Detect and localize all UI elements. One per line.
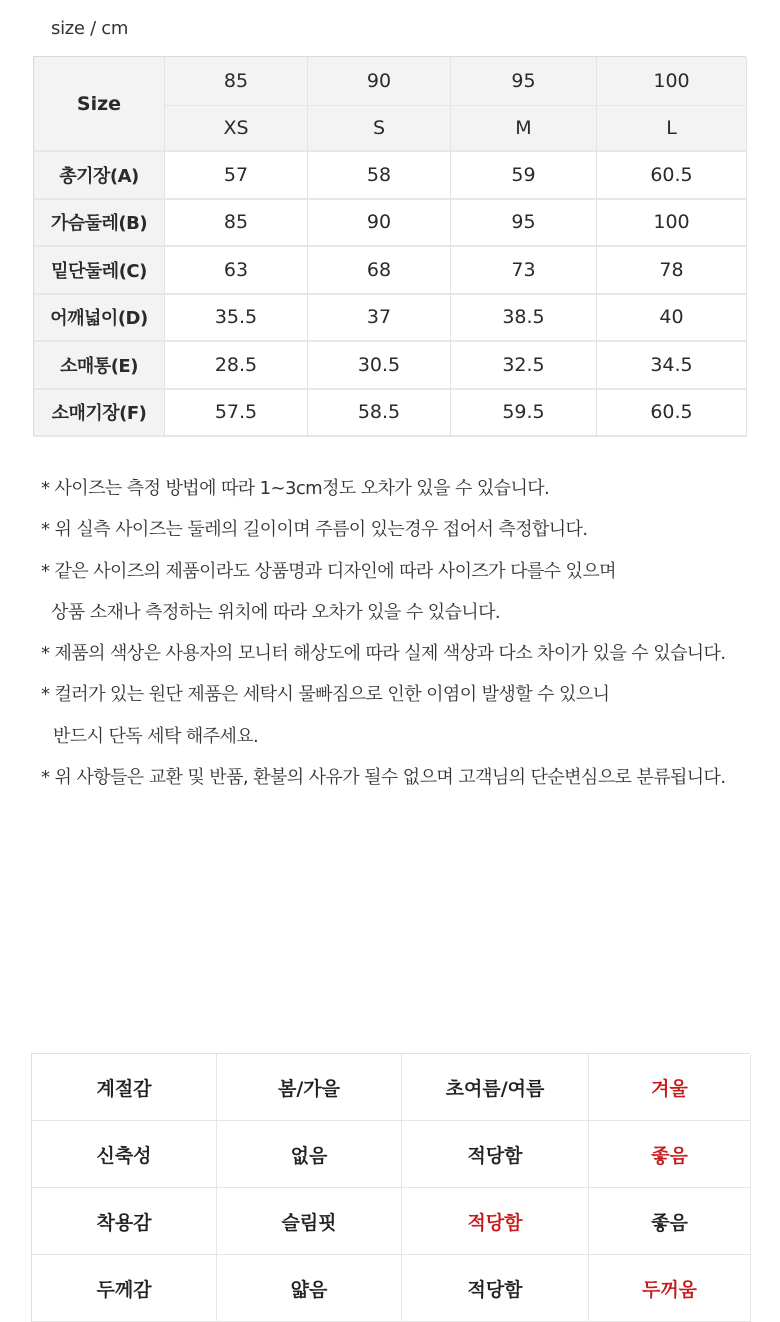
feel-option: 초여름/여름 bbox=[402, 1054, 589, 1121]
feel-option: 적당함 bbox=[402, 1255, 589, 1322]
note-line: * 제품의 색상은 사용자의 모니터 해상도에 따라 실제 색상과 다소 차이가 있을 수 있습니다. bbox=[41, 643, 726, 665]
size-notes bbox=[41, 475, 725, 805]
measurement-value: 59.5 bbox=[451, 390, 597, 438]
note-line: 반드시 단독 세탁 해주세요. bbox=[53, 725, 259, 747]
measurement-value: 95 bbox=[451, 200, 597, 248]
measurement-value: 35.5 bbox=[165, 295, 308, 343]
size-chart-table bbox=[33, 56, 746, 436]
size-number-header: 90 bbox=[308, 57, 451, 106]
measurement-value: 58.5 bbox=[308, 390, 451, 438]
measurement-value: 78 bbox=[597, 247, 747, 295]
measurement-value: 58 bbox=[308, 152, 451, 200]
measurement-value: 59 bbox=[451, 152, 597, 200]
measurement-value: 28.5 bbox=[165, 342, 308, 390]
measurement-value: 60.5 bbox=[597, 152, 747, 200]
measurement-label: 밑단둘레(C) bbox=[34, 247, 165, 295]
measurement-label: 어깨넓이(D) bbox=[34, 295, 165, 343]
note-line: * 위 실측 사이즈는 둘레의 길이이며 주름이 있는경우 접어서 측정합니다. bbox=[41, 519, 588, 541]
feel-option: 겨울 bbox=[589, 1054, 751, 1121]
size-number-header: 100 bbox=[597, 57, 747, 106]
feel-option: 봄/가을 bbox=[217, 1054, 402, 1121]
size-header-corner: Size bbox=[34, 57, 165, 152]
measurement-value: 100 bbox=[597, 200, 747, 248]
measurement-value: 30.5 bbox=[308, 342, 451, 390]
size-number-header: 85 bbox=[165, 57, 308, 106]
feel-option: 좋음 bbox=[589, 1121, 751, 1188]
measurement-value: 85 bbox=[165, 200, 308, 248]
feel-option: 없음 bbox=[217, 1121, 402, 1188]
feel-option: 두꺼움 bbox=[589, 1255, 751, 1322]
feel-option: 적당함 bbox=[402, 1188, 589, 1255]
feel-option: 적당함 bbox=[402, 1121, 589, 1188]
measurement-value: 34.5 bbox=[597, 342, 747, 390]
measurement-label: 가슴둘레(B) bbox=[34, 200, 165, 248]
measurement-value: 37 bbox=[308, 295, 451, 343]
measurement-value: 73 bbox=[451, 247, 597, 295]
feel-row-label: 신축성 bbox=[32, 1121, 217, 1188]
note-line: * 위 사항들은 교환 및 반품, 환불의 사유가 될수 없으며 고객님의 단순변심으로 분류됩니다. bbox=[41, 767, 726, 789]
size-letter-header: L bbox=[597, 106, 747, 152]
measurement-value: 68 bbox=[308, 247, 451, 295]
measurement-label: 총기장(A) bbox=[34, 152, 165, 200]
feel-option: 슬림핏 bbox=[217, 1188, 402, 1255]
note-line: * 컬러가 있는 원단 제품은 세탁시 물빠짐으로 인한 이염이 발생할 수 있으니 bbox=[41, 684, 610, 706]
product-feel-table bbox=[31, 1053, 750, 1322]
measurement-value: 90 bbox=[308, 200, 451, 248]
feel-option: 얇음 bbox=[217, 1255, 402, 1322]
measurement-value: 57 bbox=[165, 152, 308, 200]
note-line: * 같은 사이즈의 제품이라도 상품명과 디자인에 따라 사이즈가 다를수 있으며 bbox=[41, 560, 616, 582]
feel-row-label: 계절감 bbox=[32, 1054, 217, 1121]
size-number-header: 95 bbox=[451, 57, 597, 106]
measurement-value: 63 bbox=[165, 247, 308, 295]
feel-row-label: 착용감 bbox=[32, 1188, 217, 1255]
measurement-value: 57.5 bbox=[165, 390, 308, 438]
measurement-value: 60.5 bbox=[597, 390, 747, 438]
note-line: 상품 소재나 측정하는 위치에 따라 오차가 있을 수 있습니다. bbox=[51, 601, 501, 623]
feel-row-label: 두께감 bbox=[32, 1255, 217, 1322]
measurement-value: 40 bbox=[597, 295, 747, 343]
unit-label: size / cm bbox=[51, 18, 129, 39]
measurement-label: 소매기장(F) bbox=[34, 390, 165, 438]
measurement-value: 38.5 bbox=[451, 295, 597, 343]
measurement-value: 32.5 bbox=[451, 342, 597, 390]
size-letter-header: M bbox=[451, 106, 597, 152]
size-letter-header: S bbox=[308, 106, 451, 152]
size-letter-header: XS bbox=[165, 106, 308, 152]
feel-option: 좋음 bbox=[589, 1188, 751, 1255]
measurement-label: 소매통(E) bbox=[34, 342, 165, 390]
note-line: * 사이즈는 측정 방법에 따라 1~3cm정도 오차가 있을 수 있습니다. bbox=[41, 478, 550, 499]
